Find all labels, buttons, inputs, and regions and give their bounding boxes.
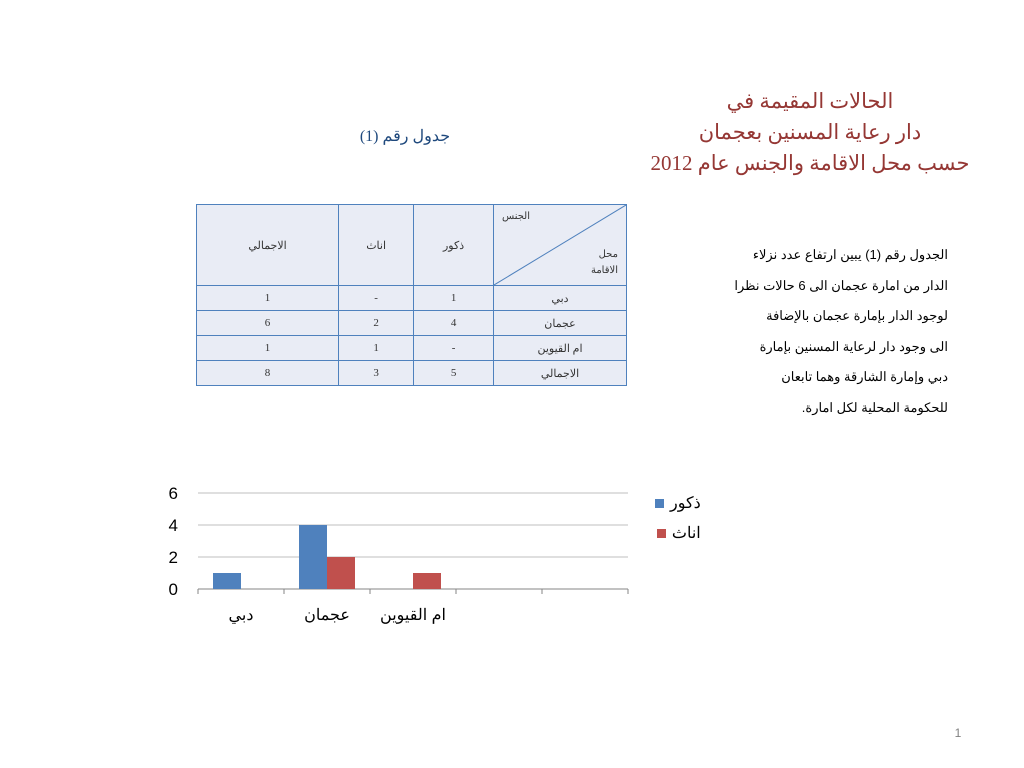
bar <box>413 573 441 589</box>
row-label: الاجمالي <box>494 361 627 386</box>
description-paragraph <box>700 240 948 423</box>
cell: - <box>414 336 494 361</box>
table-caption: جدول رقم (1) <box>359 128 451 145</box>
bar <box>299 525 327 589</box>
corner-label-residence-1: محل <box>598 249 618 260</box>
cell: - <box>339 286 414 311</box>
corner-label-gender: الجنس <box>501 211 530 222</box>
title-line-1: الحالات المقيمة في <box>726 89 894 113</box>
corner-label-residence-2: الاقامة <box>590 265 618 276</box>
cell: 5 <box>414 361 494 386</box>
legend-swatch-females <box>657 529 666 538</box>
title-line-2: دار رعاية المسنين بعجمان <box>698 120 922 144</box>
header-males: ذكور <box>414 205 494 286</box>
paragraph-line: للحكومة المحلية لكل امارة. <box>801 399 948 415</box>
legend-item-males <box>655 488 701 518</box>
cell: 1 <box>197 286 339 311</box>
header-total: الاجمالي <box>197 205 339 286</box>
page-number: 1 <box>954 726 962 740</box>
row-label: دبي <box>494 286 627 311</box>
cell: 6 <box>197 311 339 336</box>
legend-label-females: اناث <box>671 525 701 542</box>
x-tick-label: عجمان <box>304 607 350 624</box>
slide-title <box>640 86 980 179</box>
row-label: عجمان <box>494 311 627 336</box>
table-row <box>197 286 627 311</box>
cell: 8 <box>197 361 339 386</box>
bar-chart <box>150 478 640 638</box>
x-tick-label: دبي <box>228 607 254 624</box>
bar <box>213 573 241 589</box>
y-tick-label: 6 <box>168 484 178 503</box>
table-row <box>197 311 627 336</box>
chart-legend <box>655 488 701 548</box>
cell: 1 <box>414 286 494 311</box>
paragraph-line: الى وجود دار لرعاية المسنين بإمارة <box>759 338 948 354</box>
title-line-3: حسب محل الاقامة والجنس عام 2012 <box>650 151 970 175</box>
table-corner-cell <box>494 205 627 286</box>
legend-item-females <box>655 518 701 548</box>
paragraph-line: الدار من امارة عجمان الى 6 حالات نظرا <box>734 277 948 293</box>
paragraph-line: الجدول رقم (1) يبين ارتفاع عدد نزلاء <box>752 247 948 262</box>
table-header-row <box>197 205 627 286</box>
cell: 2 <box>339 311 414 336</box>
table-row <box>197 336 627 361</box>
legend-swatch-males <box>655 499 664 508</box>
cell: 1 <box>339 336 414 361</box>
legend-label-males: ذكور <box>670 495 701 512</box>
cell: 1 <box>197 336 339 361</box>
residents-table <box>196 204 627 386</box>
y-tick-label: 4 <box>168 516 178 535</box>
paragraph-line: دبي وإمارة الشارقة وهما تابعان <box>781 369 948 384</box>
table-row <box>197 361 627 386</box>
y-tick-label: 2 <box>168 548 178 567</box>
y-tick-label: 0 <box>168 580 178 599</box>
cell: 3 <box>339 361 414 386</box>
x-tick-label: ام القيوين <box>380 607 446 624</box>
header-females: اناث <box>339 205 414 286</box>
cell: 4 <box>414 311 494 336</box>
bar <box>327 557 355 589</box>
paragraph-line: لوجود الدار بإمارة عجمان بالإضافة <box>766 308 948 323</box>
row-label: ام القيوين <box>494 336 627 361</box>
